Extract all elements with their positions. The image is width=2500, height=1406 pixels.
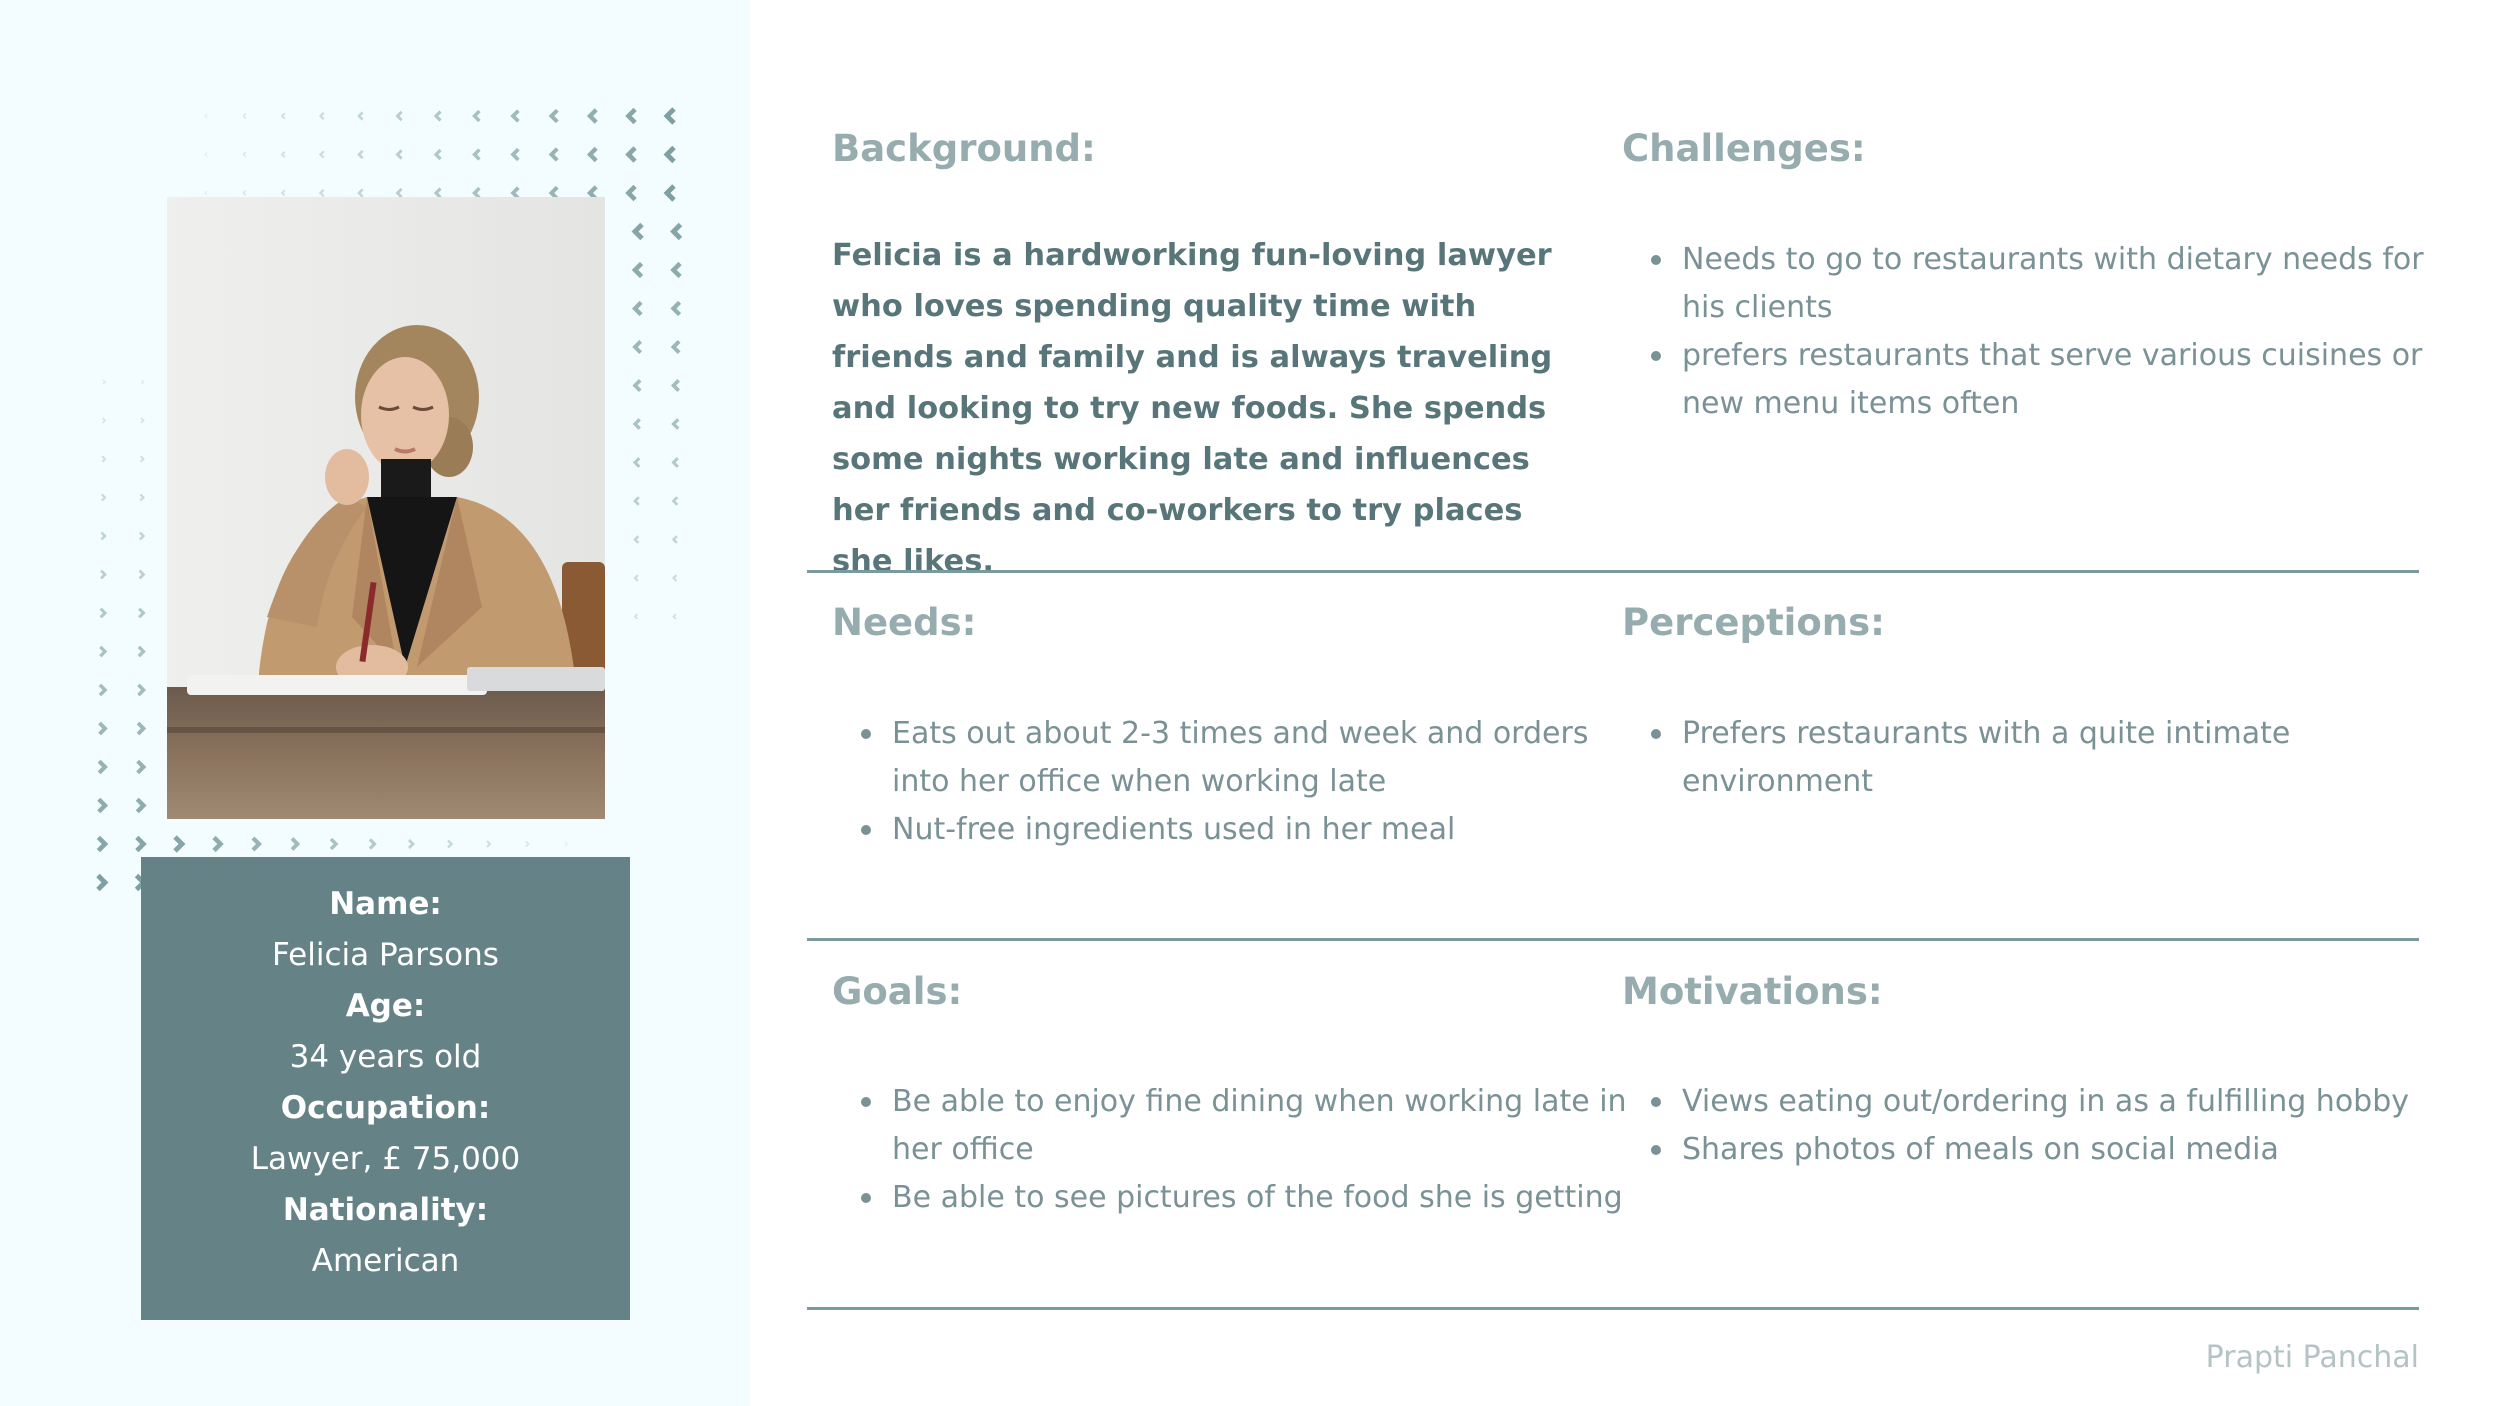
goals-title: Goals: xyxy=(832,970,963,1013)
list-item: Eats out about 2-3 times and week and orders into her office when working late xyxy=(892,710,1652,806)
name-value: Felicia Parsons xyxy=(272,937,499,973)
divider xyxy=(807,938,2419,941)
list-item: Be able to enjoy fine dining when working late in her office xyxy=(892,1078,1652,1174)
background-text: Felicia is a hardworking fun-loving lawyer who loves spending quality time with friends and family and is always traveling and looking to try new foods. She spends some nights working late and influences her friends and co-workers to try places she likes. xyxy=(832,238,1553,579)
age-value: 34 years old xyxy=(289,1039,482,1075)
list-item: prefers restaurants that serve various cuisines or new menu items often xyxy=(1682,332,2472,428)
challenges-title: Challenges: xyxy=(1622,127,1866,170)
motivations-title: Motivations: xyxy=(1622,970,1883,1013)
motivations-list xyxy=(1622,1078,2472,1174)
perceptions-title: Perceptions: xyxy=(1622,601,1885,644)
occupation-label: Occupation: xyxy=(280,1090,491,1126)
divider xyxy=(807,570,2419,573)
background-title: Background: xyxy=(832,127,1096,170)
list-item: Shares photos of meals on social media xyxy=(1682,1126,2472,1174)
needs-title: Needs: xyxy=(832,601,977,644)
list-item: Nut-free ingredients used in her meal xyxy=(892,806,1652,854)
needs-list xyxy=(832,710,1652,854)
persona-info-card xyxy=(141,857,630,1320)
divider xyxy=(807,1307,2419,1310)
persona-photo xyxy=(167,197,605,819)
challenges-list xyxy=(1622,236,2472,428)
author-signature: Prapti Panchal xyxy=(2205,1340,2419,1375)
list-item: Prefers restaurants with a quite intimate environment xyxy=(1682,710,2382,806)
goals-list xyxy=(832,1078,1652,1222)
occupation-value: Lawyer, £ 75,000 xyxy=(250,1141,521,1177)
name-label: Name: xyxy=(329,886,442,922)
list-item: Views eating out/ordering in as a fulfilling hobby xyxy=(1682,1078,2472,1126)
age-label: Age: xyxy=(345,988,426,1024)
perceptions-list xyxy=(1622,710,2382,806)
nationality-value: American xyxy=(311,1243,460,1279)
list-item: Be able to see pictures of the food she is getting xyxy=(892,1174,1652,1222)
nationality-label: Nationality: xyxy=(282,1192,489,1228)
list-item: Needs to go to restaurants with dietary needs for his clients xyxy=(1682,236,2472,332)
